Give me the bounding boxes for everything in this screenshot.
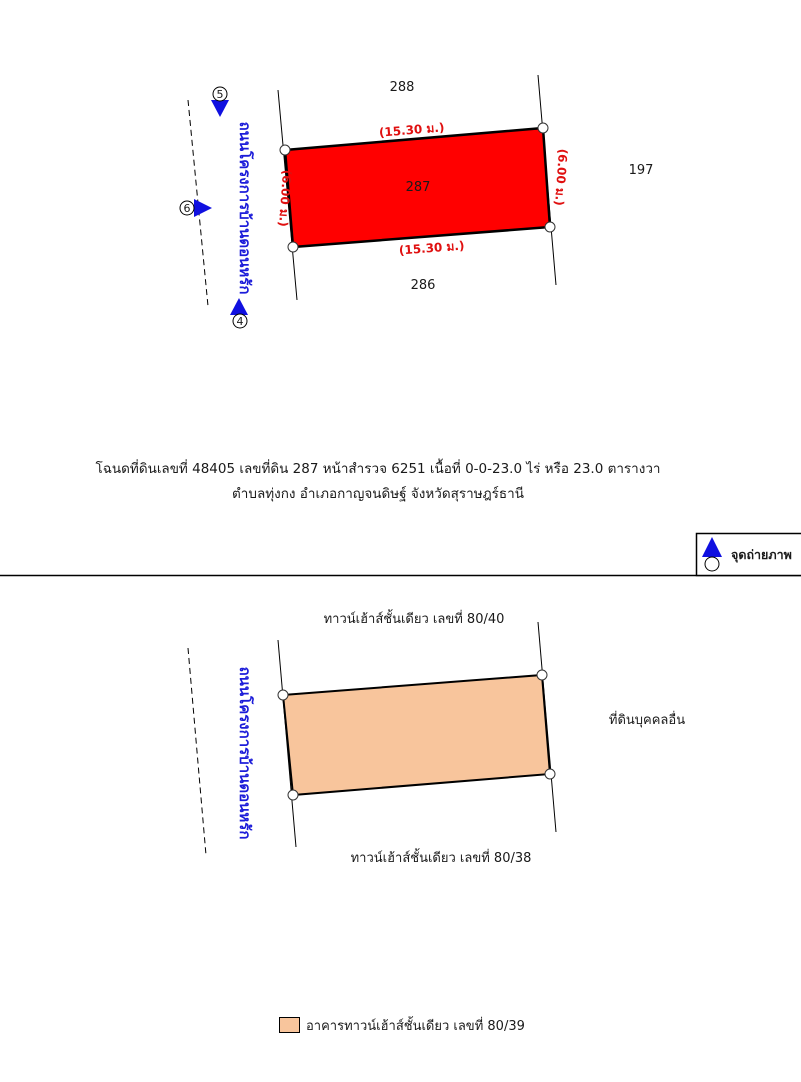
corner-marker [280,145,290,155]
neighbor-south-label: ทาวน์เฮ้าส์ชั้นเดียว เลขที่ 80/38 [350,851,532,866]
neighbor-north-label: ทาวน์เฮ้าส์ชั้นเดียว เลขที่ 80/40 [323,612,505,627]
building-legend-swatch [280,1018,300,1033]
corner-marker [537,670,547,680]
deed-caption-line-1: โฉนดที่ดินเลขที่ 48405 เลขที่ดิน 287 หน้าสำรวจ 6251 เนื้อที่ 0-0-23.0 ไร่ หรือ 23.0 ตารางวา [95,461,661,477]
bottom-plan [188,609,685,866]
photo-point-6 [180,199,212,217]
svg-text:อาคารทาวน์เฮ้าส์ชั้นเดียว เลขท: อาคารทาวน์เฮ้าส์ชั้นเดียว เลขที่ 80/39 [306,1019,525,1034]
dimension-right-label: (6.00 ม.) [552,148,570,207]
neighbor-east-label: ที่ดินบุคคลอื่น [608,713,686,728]
neighbor-south-label: 286 [410,278,436,293]
photo-arrow-down-icon [211,100,229,117]
svg-text:5: 5 [216,88,224,101]
townhouse-80-39-polygon [283,675,550,795]
corner-marker [538,123,548,133]
corner-marker [278,690,288,700]
deed-caption-line-2: ตำบลทุ่งกง อำเภอกาญจนดิษฐ์ จังหวัดสุราษฎร์ธานี [232,486,524,502]
top-plan [180,75,653,328]
dimension-left-label: (6.00 ม.) [276,169,294,228]
photo-point-5 [211,87,229,117]
road-name-label: ถนนโครงการบ้านดอนหรัก [236,121,254,295]
road-edge-dashed-line [188,648,206,855]
neighbor-east-label: 197 [628,163,654,178]
photo-arrow-right-icon [194,199,212,217]
corner-marker [545,769,555,779]
svg-text:4: 4 [236,315,244,328]
dimension-top-label: (15.30 ม.) [378,120,445,140]
corner-marker [545,222,555,232]
corner-marker [288,242,298,252]
neighbor-north-label: 288 [389,80,415,95]
road-name-label: ถนนโครงการบ้านดอนหรัก [236,666,254,840]
corner-marker [288,790,298,800]
photo-point-legend [697,534,801,576]
svg-text:จุดถ่ายภาพ: จุดถ่ายภาพ [731,547,792,562]
svg-text:6: 6 [183,202,191,215]
photo-point-4 [230,298,248,328]
dimension-bottom-label: (15.30 ม.) [398,238,465,258]
building-legend [280,1016,525,1034]
photo-arrow-up-icon [230,298,248,315]
parcel-number-label: 287 [405,180,431,195]
